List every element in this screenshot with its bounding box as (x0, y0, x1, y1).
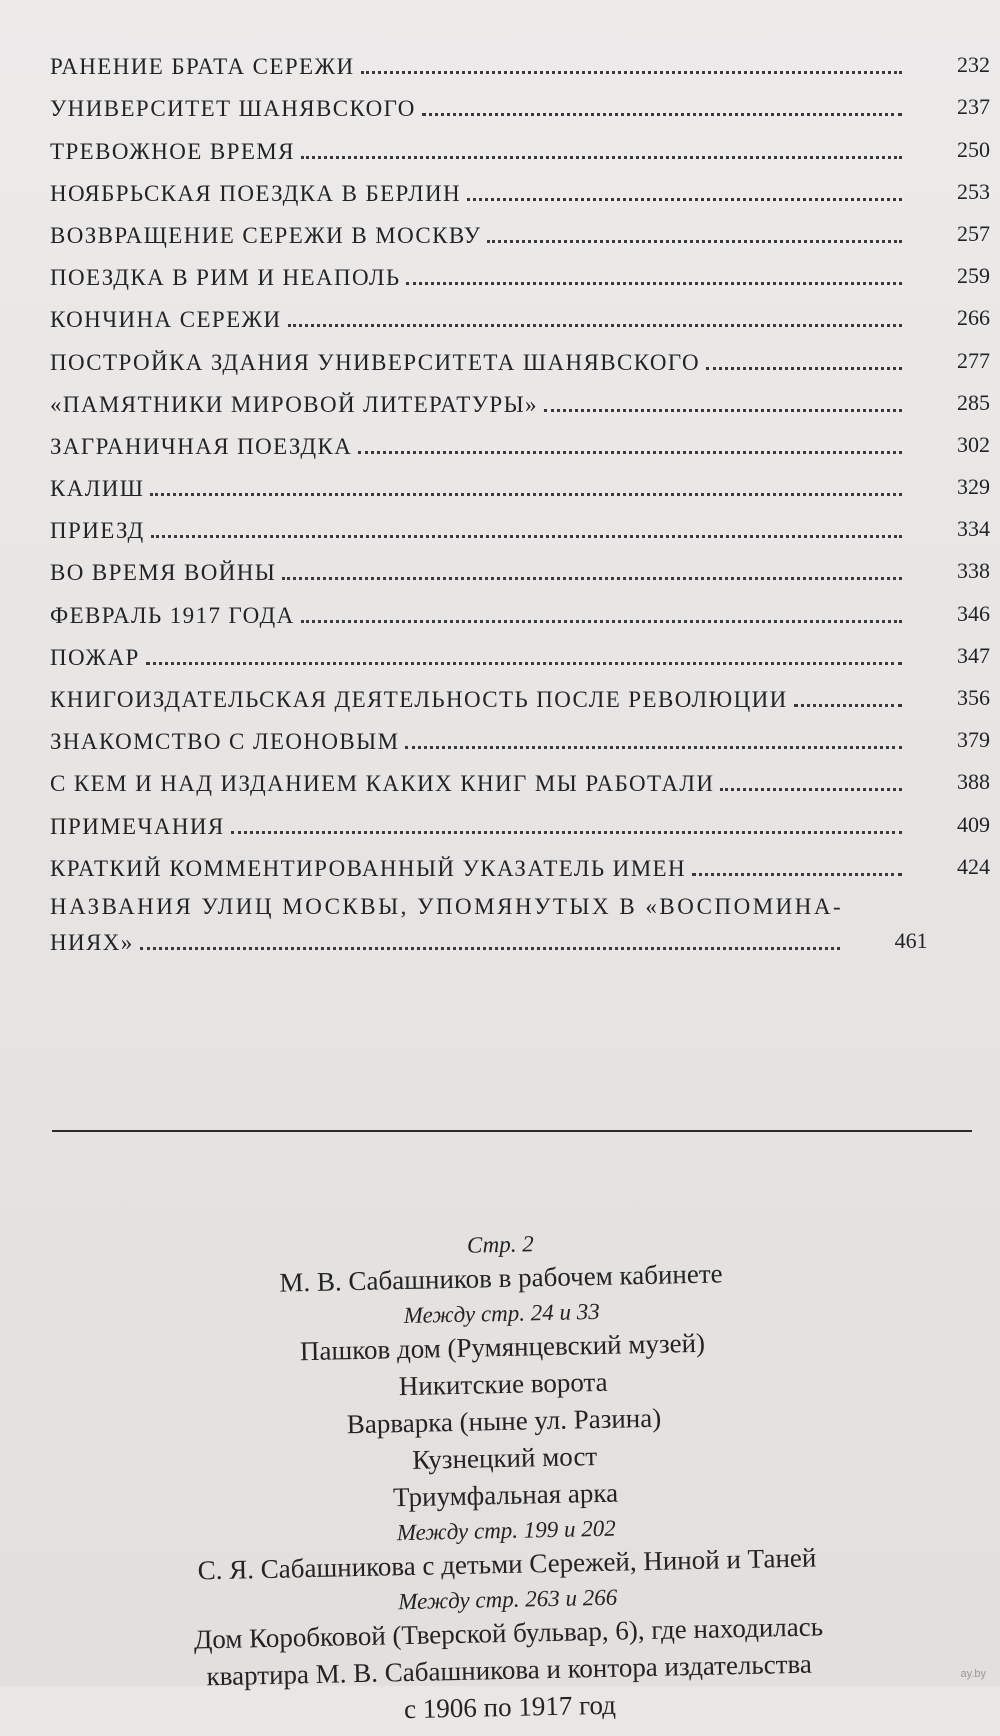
toc-entry-page: 232 (957, 52, 990, 78)
toc-entry (50, 502, 990, 544)
toc-entry-page: 329 (957, 474, 990, 500)
toc-entry (50, 544, 990, 586)
dot-leader (544, 403, 902, 412)
toc-entry-title: КАЛИШ (50, 476, 145, 502)
toc-entry-page: 259 (957, 263, 990, 289)
dot-leader (422, 107, 902, 116)
toc-entry (50, 80, 990, 122)
toc-entry-page: 347 (957, 642, 990, 668)
toc-entry-title: ПРИЕЗД (50, 518, 145, 544)
horizontal-rule (52, 1130, 972, 1132)
illustration-caption: Кузнецкий мост (412, 1441, 598, 1475)
toc-entry-title: ВОЗВРАЩЕНИЕ СЕРЕЖИ В МОСКВУ (50, 222, 482, 248)
toc-entry-page: 334 (957, 516, 990, 542)
dot-leader (487, 234, 902, 243)
toc-entry-title: ФЕВРАЛЬ 1917 ГОДА (50, 602, 295, 628)
toc-entry (50, 38, 990, 80)
toc-entry-page: 302 (957, 431, 990, 457)
toc-entry (50, 586, 990, 628)
toc-entry-title: РАНЕНИЕ БРАТА СЕРЕЖИ (50, 54, 355, 80)
toc-entry (50, 249, 990, 291)
toc-entry-title: ПОЖАР (50, 644, 140, 670)
toc-entry-title: ВО ВРЕМЯ ВОЙНЫ (50, 560, 277, 586)
illustration-caption: Триумфальная арка (392, 1477, 619, 1513)
toc-entry-page: 388 (957, 769, 990, 795)
watermark: ay.by (960, 1668, 986, 1680)
dot-leader (288, 318, 902, 327)
toc-entry-title: ТРЕВОЖНОЕ ВРЕМЯ (50, 138, 295, 164)
toc-entry (50, 122, 990, 164)
dot-leader (282, 571, 902, 580)
illustrations-list (0, 1220, 1000, 1736)
dot-leader (405, 740, 902, 749)
dot-leader (692, 867, 902, 876)
toc-entry (50, 291, 990, 333)
toc-entry (50, 460, 990, 502)
toc-entry-page: 346 (957, 600, 990, 626)
toc-entry-page: 257 (957, 220, 990, 246)
toc-entry-page: 379 (957, 727, 990, 753)
toc-entry-title: НОЯБРЬСКАЯ ПОЕЗДКА В БЕРЛИН (50, 180, 462, 206)
toc-entry-title-continued: НИЯХ» (50, 929, 134, 955)
toc-entry (50, 671, 990, 713)
illustration-caption: Пашков дом (Румянцевский музей) (299, 1327, 706, 1367)
dot-leader (406, 276, 902, 285)
toc-entry (50, 840, 990, 882)
dot-leader (361, 65, 903, 74)
toc-entry (50, 418, 990, 460)
illustration-page-ref: Стр. 2 (466, 1231, 534, 1258)
illustration-page-ref: Между стр. 24 и 33 (403, 1298, 600, 1329)
dot-leader (150, 487, 902, 496)
toc-entry (50, 882, 990, 972)
toc-entry-page: 338 (957, 558, 990, 584)
table-of-contents (50, 38, 990, 972)
dot-leader (794, 698, 902, 707)
toc-entry-page: 356 (957, 685, 990, 710)
dot-leader (146, 656, 902, 665)
toc-entry-title: КНИГОИЗДАТЕЛЬСКАЯ ДЕЯТЕЛЬНОСТЬ ПОСЛЕ РЕВОЛЮЦИИ (50, 687, 788, 712)
toc-entry-title: ПОСТРОЙКА ЗДАНИЯ УНИВЕРСИТЕТА ШАНЯВСКОГО (50, 349, 701, 375)
toc-entry (50, 207, 990, 249)
toc-entry-title: ЗНАКОМСТВО С ЛЕОНОВЫМ (50, 729, 400, 755)
toc-entry-page: 461 (894, 927, 928, 953)
illustration-caption: М. В. Сабашников в рабочем кабинете (279, 1258, 723, 1298)
toc-entry-page: 424 (957, 853, 990, 879)
dot-leader (467, 192, 902, 201)
toc-entry-page: 409 (957, 811, 990, 837)
toc-entry-page: 266 (957, 305, 990, 331)
toc-entry (50, 376, 990, 418)
dot-leader (231, 825, 902, 834)
illustration-caption: с 1906 по 1917 год (403, 1689, 617, 1725)
toc-entry (50, 755, 990, 797)
illustration-caption: Дом Коробковой (Тверской бульвар, 6), где находилась (193, 1611, 824, 1655)
toc-entry (50, 713, 990, 755)
toc-entry-page: 237 (957, 94, 990, 120)
toc-entry-title: НАЗВАНИЯ УЛИЦ МОСКВЫ, УПОМЯНУТЫХ В «ВОСПОМИНА- (50, 893, 844, 919)
toc-entry (50, 797, 990, 839)
toc-entry (50, 629, 990, 671)
dot-leader (140, 941, 840, 950)
toc-entry-page: 285 (957, 389, 990, 415)
toc-entry-page: 277 (957, 347, 990, 373)
toc-entry-title: КОНЧИНА СЕРЕЖИ (50, 307, 282, 333)
illustration-caption: Варварка (ныне ул. Разина) (346, 1402, 662, 1440)
illustration-page-ref: Между стр. 263 и 266 (398, 1584, 618, 1615)
dot-leader (151, 529, 902, 538)
illustration-caption: квартира М. В. Сабашникова и контора издательства (206, 1648, 813, 1692)
illustration-caption: Никитские ворота (398, 1366, 608, 1402)
toc-entry-title: С КЕМ И НАД ИЗДАНИЕМ КАКИХ КНИГ МЫ РАБОТАЛИ (50, 771, 715, 797)
illustration-caption: С. Я. Сабашникова с детьми Сережей, Ниной и Таней (197, 1542, 817, 1586)
toc-entry-page: 253 (957, 178, 990, 204)
toc-entry-title: ПОЕЗДКА В РИМ И НЕАПОЛЬ (50, 265, 401, 291)
toc-entry-title: КРАТКИЙ КОММЕНТИРОВАННЫЙ УКАЗАТЕЛЬ ИМЕН (50, 855, 687, 881)
toc-entry-page: 250 (957, 136, 990, 162)
dot-leader (301, 150, 902, 159)
toc-entry-title: УНИВЕРСИТЕТ ШАНЯВСКОГО (50, 96, 416, 122)
dot-leader (706, 361, 902, 370)
toc-entry (50, 333, 990, 375)
toc-entry-title: «ПАМЯТНИКИ МИРОВОЙ ЛИТЕРАТУРЫ» (50, 391, 538, 417)
toc-entry-title: ПРИМЕЧАНИЯ (50, 813, 225, 839)
toc-entry (50, 165, 990, 207)
toc-entry-title: ЗАГРАНИЧНАЯ ПОЕЗДКА (50, 433, 353, 459)
dot-leader (358, 445, 902, 454)
illustration-page-ref: Между стр. 199 и 202 (396, 1515, 617, 1546)
dot-leader (720, 782, 902, 791)
dot-leader (301, 614, 902, 623)
